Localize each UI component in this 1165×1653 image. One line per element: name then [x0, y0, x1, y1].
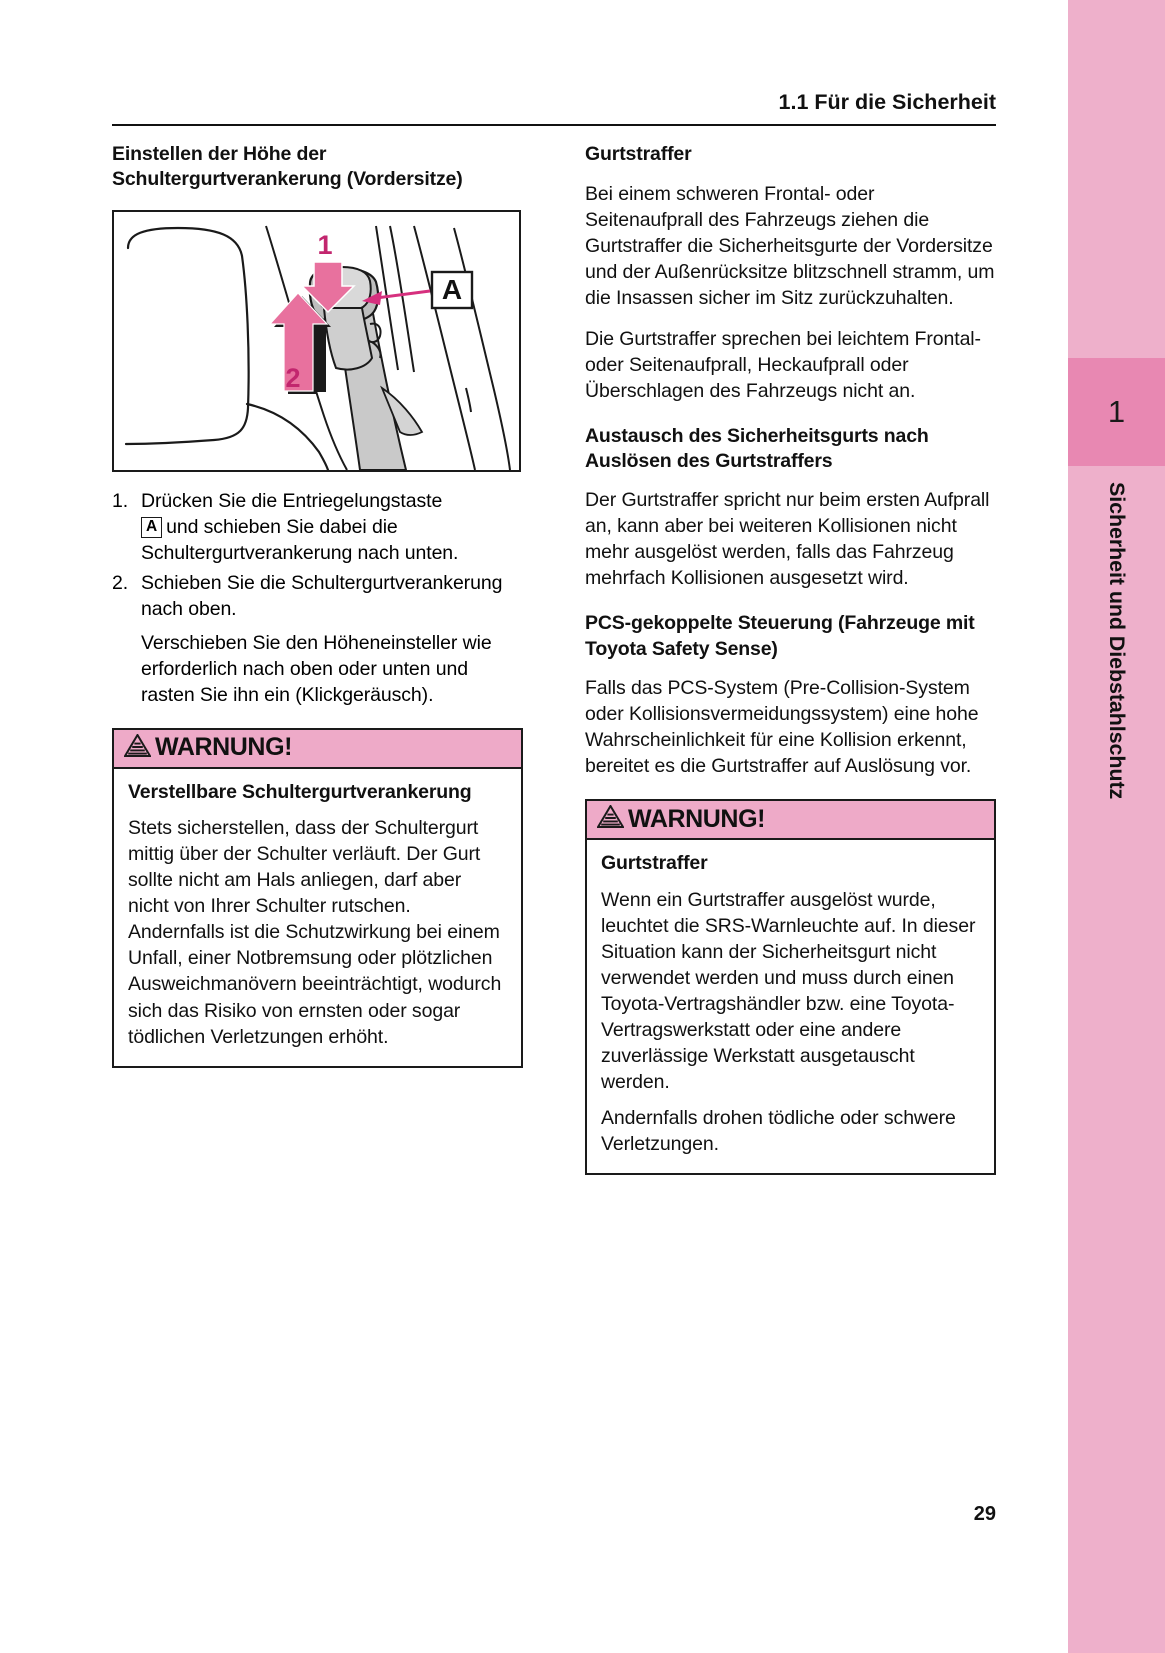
warning-title: WARNUNG!: [628, 804, 766, 833]
left-section-title-line2: Schultergurtverankerung (Vordersitze): [112, 168, 463, 191]
step-text-before: Drücken Sie die Entriegelungstaste: [141, 489, 443, 512]
warning-header: [587, 801, 994, 840]
step-item: [112, 488, 523, 566]
callout-a-badge: A: [141, 517, 162, 538]
step-text-before: Schieben Sie die Schultergurtverankerung nach oben.: [141, 571, 503, 620]
svg-text:A: A: [441, 273, 463, 305]
chapter-label-vertical: [1068, 482, 1165, 1102]
warning-box-left: [112, 728, 523, 1068]
warning-body: [114, 769, 521, 1066]
warning-triangle-icon: [597, 805, 624, 833]
chapter-number-box: [1068, 358, 1165, 466]
right-subtitle-1: Austausch des Sicherheitsgurts nach Auslösen des Gurtstraffers: [585, 424, 929, 472]
chapter-label-text: Sicherheit und Diebstahlschutz: [1105, 482, 1129, 800]
right-paragraph-4: Falls das PCS-System (Pre-Collision-System oder Kollisionsvermeidungssystem) eine hohe Wahrscheinlichkeit für eine Kollision erkennt, bereitet es die Gurtstraffer auf Auslösung vor.: [585, 677, 979, 778]
right-column: [585, 142, 996, 1175]
warning-paragraph: Andernfalls drohen tödliche oder schwere Verletzungen.: [601, 1106, 956, 1155]
step-number: 1.: [112, 489, 129, 512]
right-subtitle-2: PCS-gekoppelte Steuerung (Fahrzeuge mit Toyota Safety Sense): [585, 612, 975, 660]
seatbelt-anchor-illustration: [112, 210, 521, 472]
header-rule: [112, 124, 996, 126]
step-item: [112, 570, 523, 622]
svg-text:2: 2: [285, 362, 301, 393]
warning-header: [114, 730, 521, 769]
warning-title: WARNUNG!: [155, 733, 293, 762]
warning-box-right: [585, 799, 996, 1175]
page-number: 29: [973, 1503, 996, 1525]
left-column: [112, 142, 523, 1068]
warning-paragraph: Stets sicherstellen, dass der Schultergurt mittig über der Schulter verläuft. Der Gurt sollte nicht am Hals anliegen, darf aber nicht von Ihrer Schulter rutschen. Andernfalls ist die Schutzwirkung bei einem Unfall, einer Notbremsung oder plötzlichen Ausweichmanövern beeinträchtigt, wodurch sich das Risiko von ernsten oder sogar tödlichen Verletzungen erhöht.: [128, 817, 502, 1048]
procedure-steps: [112, 488, 523, 622]
right-section-title: Gurtstraffer: [585, 143, 692, 165]
running-head: 1.1 Für die Sicherheit: [778, 90, 996, 114]
step-text-after: und schieben Sie dabei die Schultergurtverankerung nach unten.: [141, 515, 459, 564]
right-paragraph-1: Bei einem schweren Frontal- oder Seitenaufprall des Fahrzeugs ziehen die Gurtstraffer die Sicherheitsgurte der Vordersitze und der Außenrücksitze blitzschnell stramm, um die Insassen sicher im Sitz zurückzuhalten.: [585, 183, 995, 310]
left-section-title: [112, 142, 523, 193]
svg-text:1: 1: [317, 229, 333, 260]
warning-subtitle: Verstellbare Schultergurtverankerung: [128, 780, 472, 803]
chapter-thumb-index: [1068, 0, 1165, 1653]
step-continuation-text: Verschieben Sie den Höheneinsteller wie erforderlich nach oben oder unten und rasten Sie ihn ein (Klickgeräusch).: [141, 631, 492, 706]
warning-subtitle: Gurtstraffer: [601, 852, 708, 875]
warning-triangle-icon: [124, 734, 151, 762]
warning-paragraph: Wenn ein Gurtstraffer ausgelöst wurde, leuchtet die SRS-Warnleuchte auf. In dieser Situation kann der Sicherheitsgurt nicht verwendet werden und muss durch einen Toyota-Vertragshändler bzw. eine Toyota-Vertragswerkstatt oder eine andere zuverlässige Werkstatt ausgetauscht werden.: [601, 888, 976, 1093]
right-paragraph-2: Die Gurtstraffer sprechen bei leichtem Frontal- oder Seitenaufprall, Heckaufprall oder Überschlagen des Fahrzeugs nicht an.: [585, 327, 981, 402]
left-section-title-line1: Einstellen der Höhe der: [112, 143, 327, 165]
chapter-number: 1: [1107, 394, 1126, 429]
right-paragraph-3: Der Gurtstraffer spricht nur beim ersten Aufprall an, kann aber bei weiteren Kollisionen nicht mehr ausgelöst werden, falls das Fahrzeug mehrfach Kollisionen ausgesetzt wird.: [585, 489, 990, 590]
step-number: 2.: [112, 571, 129, 594]
warning-body: [587, 840, 994, 1173]
